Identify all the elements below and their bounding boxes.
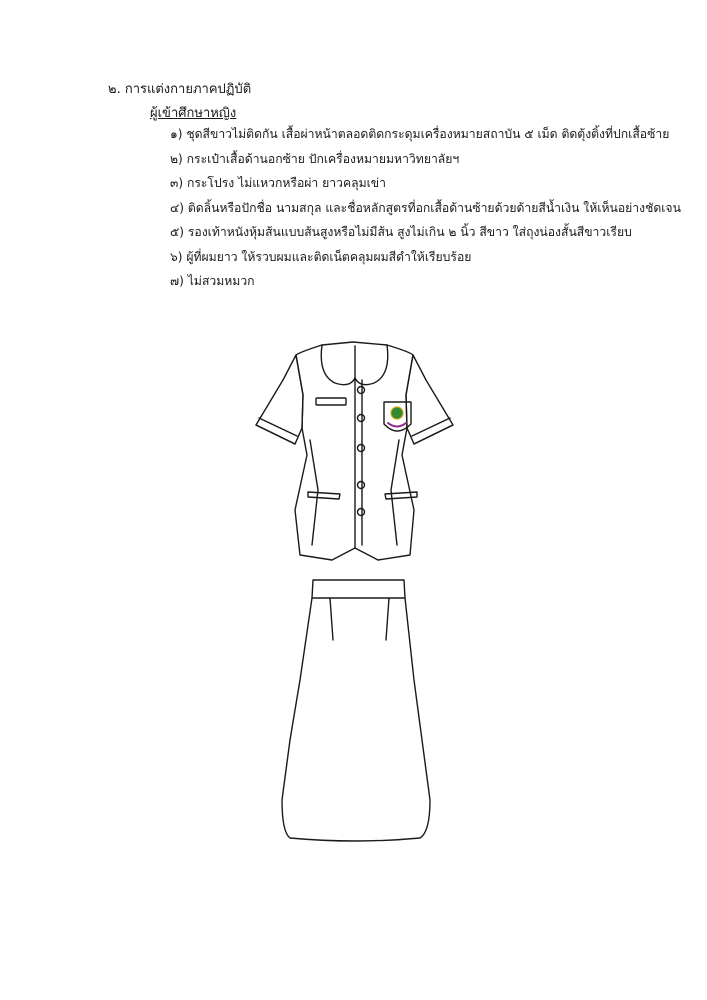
uniform-drawing: [240, 330, 470, 850]
left-sleeve: [256, 355, 303, 444]
rule-item-3: ๓) กระโปรง ไม่แหวกหรือผ่า ยาวคลุมเข่า: [170, 176, 386, 190]
rule-item-4: ๔) ติดลิ้นหรือปักชื่อ นามสกุล และชื่อหลักสูตรที่อกเสื้อด้านซ้ายด้วยด้ายสีน้ำเงิน ให้เห็นอย่างชัดเจน: [170, 200, 681, 215]
section-heading: ๒. การแต่งกายภาคปฏิบัติ: [108, 82, 252, 97]
left-sleeve-cuff: [256, 418, 297, 444]
uniform-drawing-icon: [240, 330, 470, 850]
badge-emblem: [391, 407, 403, 419]
rule-item-7: ๗) ไม่สวมหมวก: [170, 274, 255, 288]
name-tag: [316, 398, 346, 405]
button-1: [358, 387, 365, 394]
badge-ribbon: [388, 423, 406, 427]
front-placket: [355, 380, 362, 548]
rule-item-6: ๖) ผู้ที่ผมยาว ให้รวบผมและติดเน็ตคลุมผมสีดำให้เรียบร้อย: [170, 249, 472, 264]
collar-left: [321, 345, 355, 385]
collar-right: [355, 345, 388, 385]
skirt-drawing: [282, 580, 430, 841]
skirt-waistband: [312, 580, 405, 598]
blouse-drawing: [256, 342, 453, 560]
right-sleeve: [406, 355, 453, 444]
button-3: [358, 445, 365, 452]
rule-item-1: ๑) ชุดสีขาวไม่ติดกัน เสื้อผ่าหน้าตลอดติดกระดุมเครื่องหมายสถาบัน ๕ เม็ด ติดตุ้งติ้งที่ปกเสื้อซ้าย: [170, 127, 670, 141]
rule-item-2: ๒) กระเป๋าเสื้อด้านอกซ้าย ปักเครื่องหมายมหาวิทยาลัยฯ: [170, 151, 460, 166]
section-subheading: ผู้เข้าศึกษาหญิง: [150, 106, 237, 121]
button-5: [358, 509, 365, 516]
button-4: [358, 482, 365, 489]
button-2: [358, 415, 365, 422]
skirt-left-dart: [330, 598, 333, 640]
skirt-body: [282, 598, 430, 841]
rules-list: [170, 126, 681, 298]
skirt-right-dart: [386, 598, 389, 640]
lower-left-pocket: [308, 492, 340, 499]
rule-item-5: ๕) รองเท้าหนังหุ้มส้นแบบส้นสูงหรือไม่มีส้น สูงไม่เกิน ๒ นิ้ว สีขาว ใส่ถุงน่องสั้นสีขาวเรียบ: [170, 225, 632, 239]
lower-right-pocket: [385, 492, 417, 499]
right-sleeve-cuff: [412, 418, 453, 444]
